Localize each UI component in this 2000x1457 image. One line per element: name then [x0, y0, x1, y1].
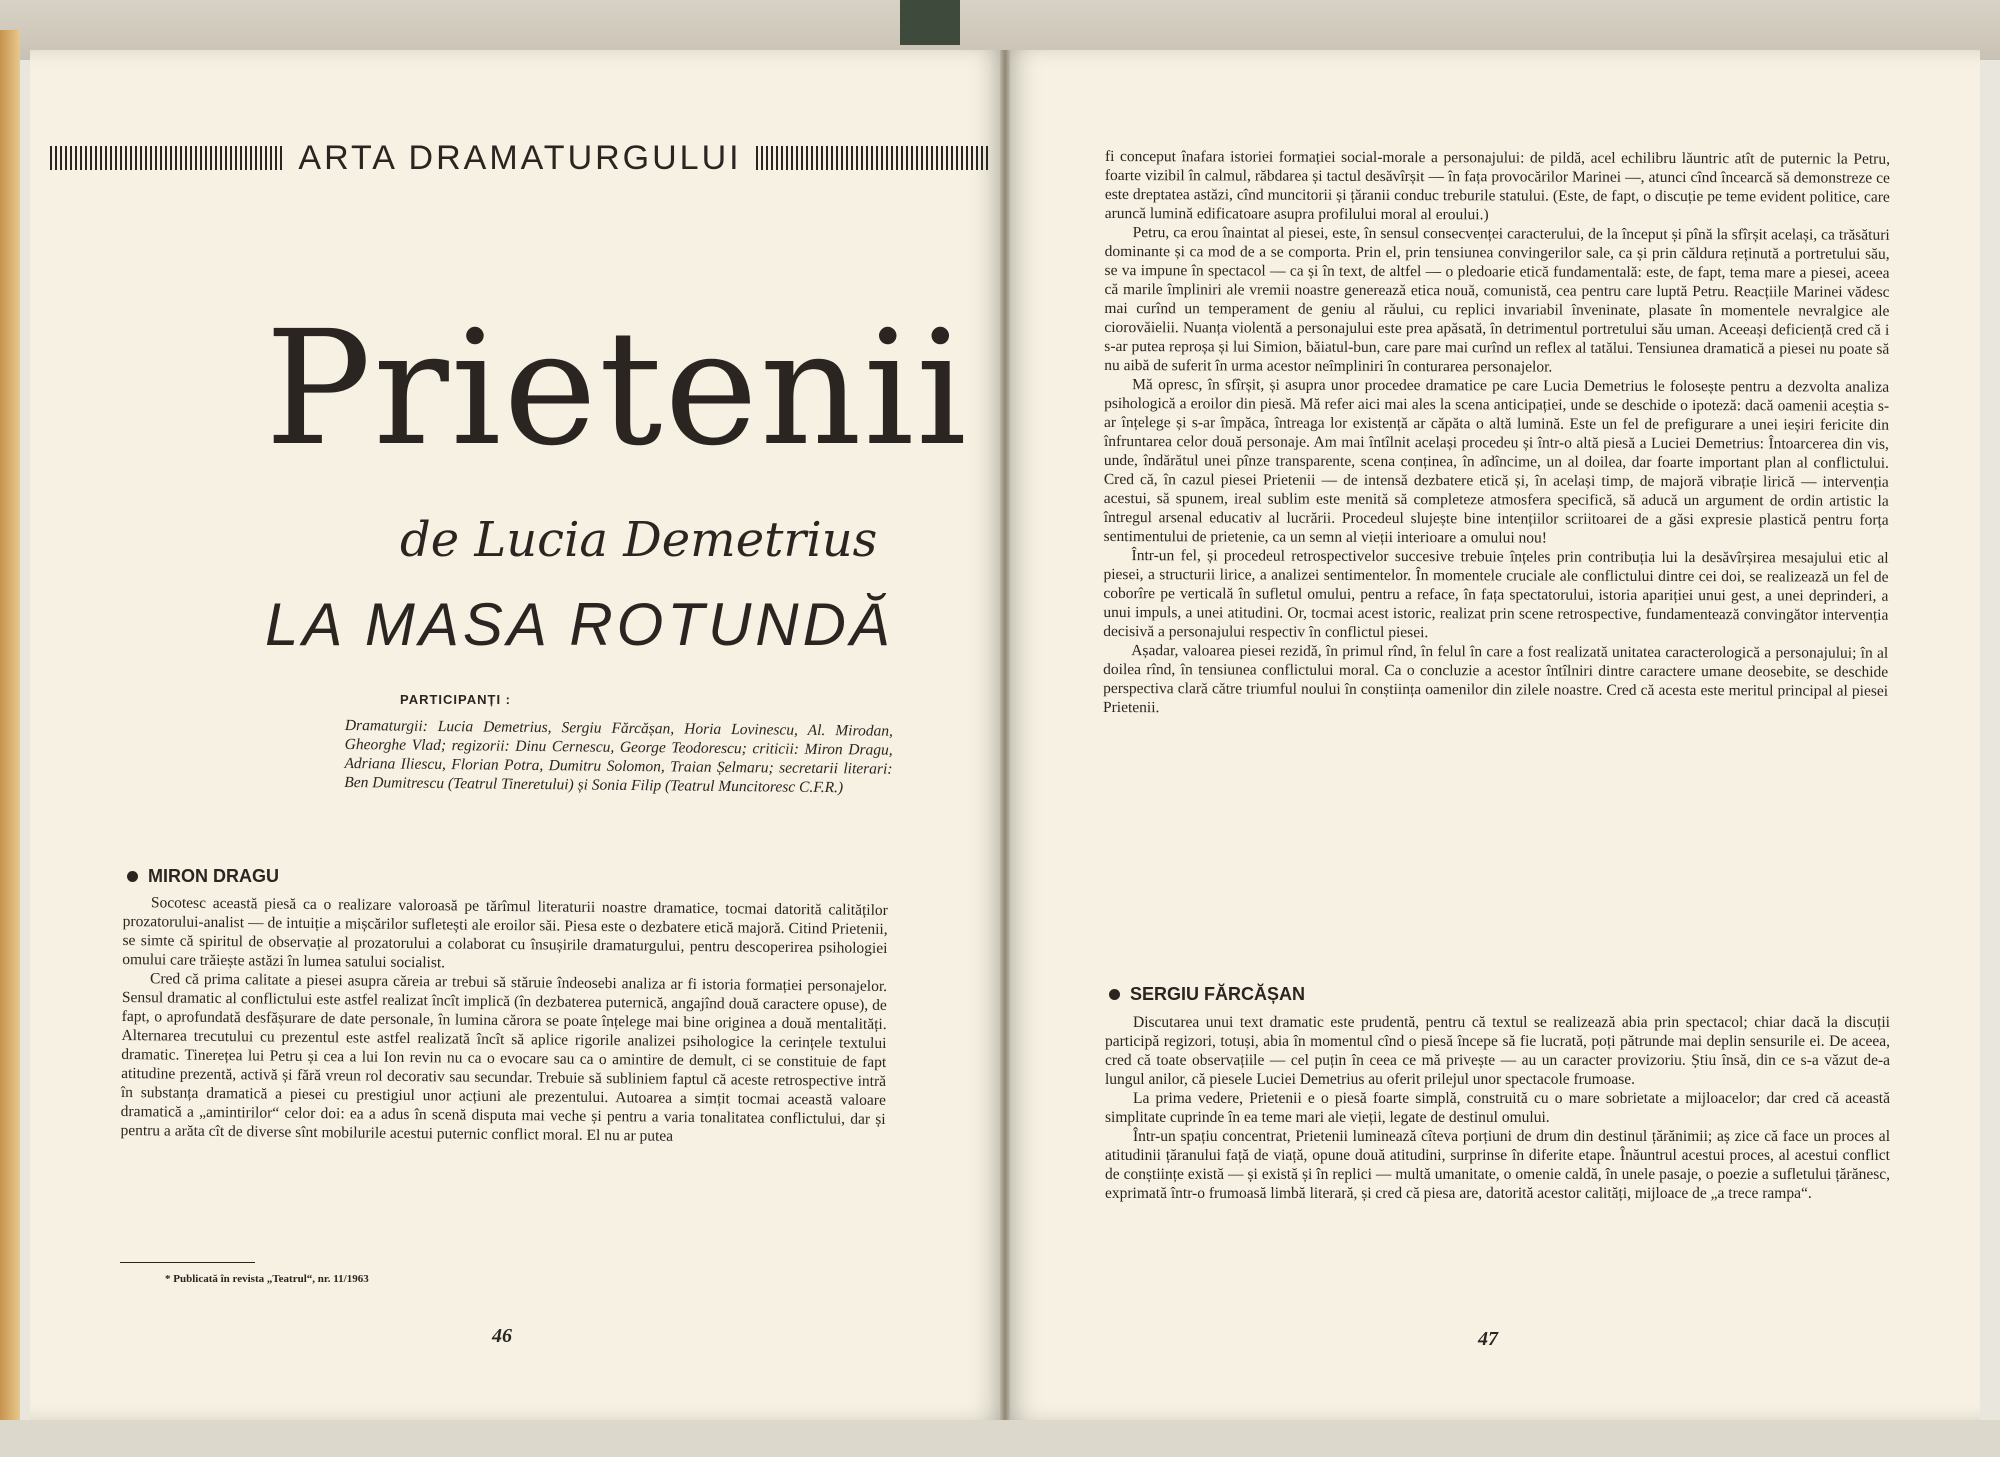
decorative-bars-left [50, 146, 284, 170]
author-line: de Lucia Demetrius [400, 512, 878, 568]
speaker-heading [127, 866, 279, 887]
page-number-right: 47 [1478, 1328, 1498, 1350]
paragraph: Mă opresc, în sfîrșit, și asupra unor procedee dramatice pe care Lucia Demetrius le folosește pentru a dezvolta analiza psihologică a eroilor din piesă. Mă refer aici mai ales la scena anticipației, unde se deschide o ipoteză: dacă oamenii aceștia s-ar înțelege și s-ar împăca, întreaga lor existență ar căpăta o altă lumină. Este un fel de prefigurare a unei ieșiri fericite din înfruntarea celor două personaje. Am mai întîlnit același procedeu și într-o altă piesă a Luciei Demetrius: Întoarcerea din vis, unde, îndărătul unei pînze transparente, scena conținea, în adîncime, un al doilea, dar foarte important plan al conflictului. Cred că, în cazul piesei Prietenii — de intensă dezbatere etică și, în același timp, de majoră vibrație lirică — intervenția acestui, să spunem, ireal sublim este menită să completeze atmosfera specifică, să aducă un argument de ordin artistic la întregul arsenal educativ al lucrării. Procedeul slujește bine intențiilor scriitoarei de a găsi expresie plastică pentru forța sentimentului de prietenie, ca un semn al vieții interioare a omului nou! [1103, 376, 1890, 547]
book-cover-edge [0, 30, 20, 1450]
left-body-text [120, 893, 888, 1148]
speaker-name: MIRON DRAGU [148, 866, 279, 886]
background-bottom [0, 1420, 2000, 1457]
article-subtitle: LA MASA ROTUNDĂ [265, 591, 894, 658]
bullet-icon [127, 871, 138, 882]
speaker-name: SERGIU FĂRCĂȘAN [1130, 984, 1306, 1004]
speaker-heading [1109, 984, 1305, 1005]
decorative-bars-right [756, 146, 990, 170]
bullet-icon [1109, 989, 1120, 1000]
paragraph: Așadar, valoarea piesei rezidă, în primul rînd, în felul în care a fost realizată unitatea caracterologică a personajului; în al doilea rînd, în tensiunea conflictului moral. Ca o concluzie a acestor întîlniri dintre caractere umane deosebite, se deschide perspectiva clară către triumful noului în conștiința oamenilor din zilele noastre. Cred că acesta este meritul principal al piesei Prietenii. [1103, 642, 1889, 717]
right-body-text [1103, 147, 1890, 720]
paragraph: Cred că prima calitate a piesei asupra căreia ar trebui să stăruie îndeosebi analiza ar fi istoria formației personajelor. Sensul dramatic al conflictului este astfel realizat încît implică (în dezbaterea puternică, angajînd două caractere opuse), de fapt, o aprofundată desfășurare de date personale, în lumina cărora se poate înțelege mai bine originea a două mentalități. Alternarea trecutului cu prezentul este astfel realizată încît să aplice rigorile analizei psihologice la cerințele textului dramatic. Tinerețea lui Petru și cea a lui Ion revin nu ca o evocare sau ca o amintire de demult, ci se constituie de fapt atitudine prezentă, activă și fără vreun rol decorativ sau secundar. Trebuie să subliniem faptul că aceste retrospective intră în substanța dramatică a piesei cu prestigiul unor acțiuni ale prezentului. Autoarea a simțit tocmai această valoare dramatică a „amintirilor“ celor doi: ea a adus în scenă disputa mai veche și pentru a varia tonalitatea conflictului, dar și pentru a arăta cît de diverse sînt mobilurile acestui puternic conflict moral. El nu ar putea [120, 970, 888, 1145]
section-header [50, 138, 990, 178]
paragraph: fi conceput înafara istoriei formației social-morale a personajului: de pildă, acel echilibru lăuntric atît de puternic la Petru, foarte vizibil în calmul, răbdarea și tactul desăvîrșit — în fața provocărilor Marinei —, atunci cînd încearcă să demonstreze ce este dreptatea astăzi, cînd muncitorii și țăranii conduc treburile statului. (Este, de fapt, o discuție pe teme evident politice, care aruncă lumină edificatoare asupra profilului moral al eroului.) [1104, 148, 1890, 224]
participants-list: Dramaturgii: Lucia Demetrius, Sergiu Fărcășan, Horia Lovinescu, Al. Mirodan, Gheorghe Vlad; regizorii: Dinu Cernescu, George Teodorescu; criticii: Miron Dragu, Adriana Iliescu, Florian Potra, Dumitru Solomon, Traian Șelmaru; secretarii literari: Ben Dumitrescu (Teatrul Tineretului) și Sonia Filip (Teatrul Muncitoresc C.F.R.) [344, 716, 893, 797]
paragraph: La prima vedere, Prietenii e o piesă foarte simplă, construită cu o mare sobrietate a mijloacelor; dar cred că această simplitate cuprinde în ea teme mari ale vieții, legate de destinul omului. [1105, 1090, 1890, 1126]
footnote: * Publicată în revista „Teatrul“, nr. 11/1963 [165, 1273, 369, 1285]
footnote-rule [120, 1262, 255, 1263]
participants-label: PARTICIPANȚI : [400, 692, 512, 707]
section-title: ARTA DRAMATURGULUI [298, 138, 742, 177]
right-body-text-2 [1105, 1013, 1890, 1203]
paragraph: Discutarea unui text dramatic este prudentă, pentru că textul se realizează abia prin spectacol; chiar dacă la discuții participă regizori, totuși, abia în momentul cînd o piesă începe să fie lucrată, poți pătrunde mai deplin sensurile ei. De aceea, cred că toate observațiile — cel puțin în ceea ce mă privește — au un caracter provizoriu. Știu însă, din ce s-a văzut de-a lungul anilor, că piesele Luciei Demetrius au oferit prilejul unor spectacole frumoase. [1105, 1014, 1890, 1088]
paragraph: Socotesc această piesă ca o realizare valoroasă pe tărîmul literaturii noastre dramatice, tocmai datorită calităților prozatorului-analist — de intuiție a mișcărilor sufletești ale eroilor săi. Piesa este o dezbatere etică majoră. Citind Prietenii, se simte că spiritul de observație al prozatorului a colaborat cu însușirile dramaturgului, pentru descoperirea psihologiei omului care trăiește astăzi în lumea satului socialist. [122, 894, 888, 972]
page-number-left: 46 [492, 1325, 512, 1347]
paragraph: Într-un spațiu concentrat, Prietenii luminează cîteva porțiuni de drum din destinul țărănimii; aș zice că face un proces al atitudinii țăranului față de viață, opune două atitudini, surprinse în diferite etape. Înăuntrul acestui proces, al acestui conflict de conștiințe există — și există și în replici — multă umanitate, o omenie caldă, în unele pasaje, o poezie a sufletului țărănesc, exprimată într-o frumoasă limbă literară, și cred că piesa are, datorită acestor calități, mijloace de „a trece rampa“. [1105, 1128, 1890, 1202]
book-gutter [1000, 50, 1010, 1420]
paragraph: Într-un fel, și procedeul retrospectivelor succesive trebuie înțeles prin contribuția lui la desăvîrșirea mesajului etic al piesei, a structurii lirice, a analizei sentimentelor. În momentele cruciale ale conflictului dintre cei doi, se realizează un fel de coborîre pe verticală în sufletul omului, pentru a reface, în fața spectatorului, istoria apariției unui gest, a unei deprinderi, a unui impuls, a unei atitudini. Or, tocmai acest istoric, realizat prin scene retrospective, fundamentează convingător intervenția decisivă a personajului respectiv în conflictul piesei. [1103, 547, 1889, 642]
play-title: Prietenii [265, 297, 969, 481]
background-strip [900, 0, 960, 45]
paragraph: Petru, ca erou înaintat al piesei, este, în sensul consecvenței caracterului, de la început și pînă la sfîrșit același, ca trăsături dominante și ca mod de a se comporta. Prin el, prin tensiunea convingerilor sale, ca și prin căldura reținută a portretului său, se va impune în spectacol — ca și în text, de altfel — o pledoarie etică fundamentală: este, de fapt, tema mare a piesei, aceea că marile împliniri ale vremii noastre generează etica nouă, comunistă, cea pentru care luptă Petru. Reacțiile Marinei vădesc mai curînd un temperament de geniu al răului, cu replici invariabil înveninate, plasate în momentele nevralgice ale ciorovăielii. Nuanța violentă a personajului este prea apăsată, în detrimentul portretului său uman. Aceeași deficiență cred că i s-ar putea reproșa și lui Simion, băiatul-bun, care pare mai curînd un reflex al tatălui. Tensiunea dramatică a piesei nu poate să nu aibă de suferit în urma acestor neîmpliniri în conturarea personajelor. [1104, 224, 1890, 376]
